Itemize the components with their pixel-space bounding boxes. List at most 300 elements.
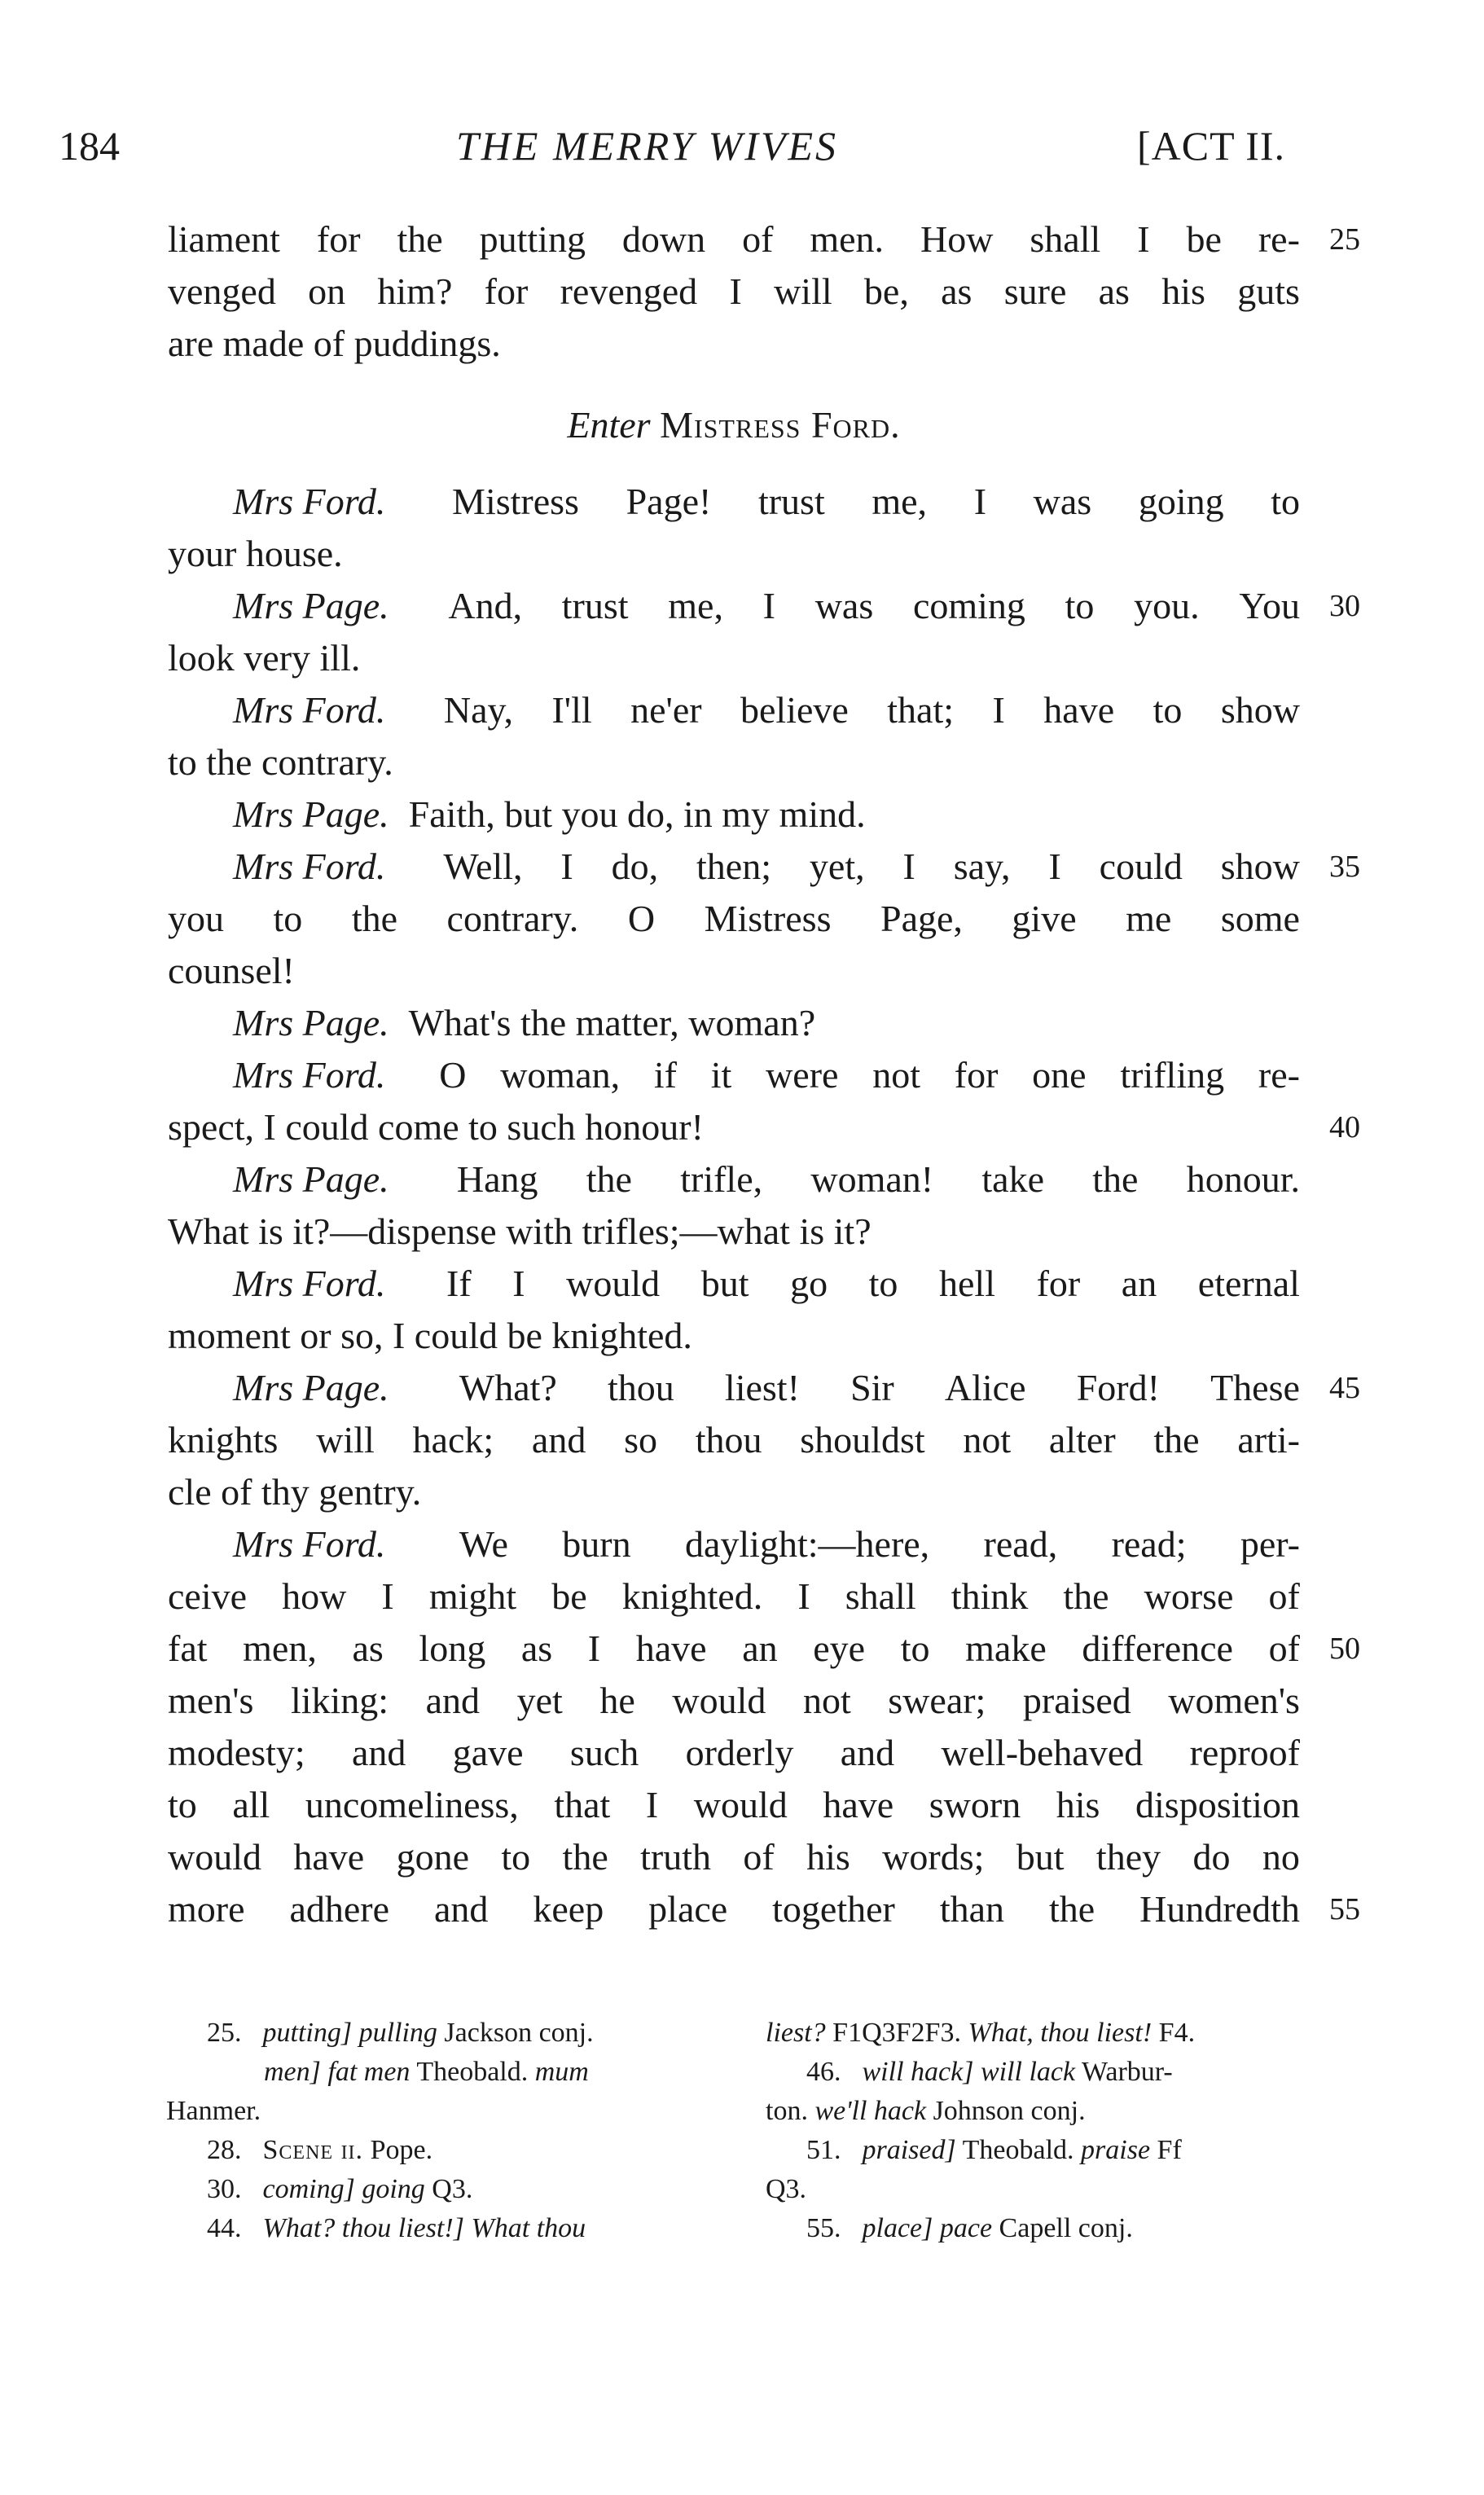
note-reading: praise	[1081, 2135, 1151, 2165]
word: have	[823, 1784, 894, 1825]
speech-line	[233, 841, 1300, 893]
word: be,	[863, 270, 909, 312]
note-line	[166, 2170, 753, 2209]
speaker-name: Mrs Ford.	[233, 1263, 386, 1304]
word: What?	[459, 1367, 557, 1408]
word: gone	[396, 1836, 470, 1878]
word: revenged	[560, 270, 698, 312]
note-source: Hanmer.	[166, 2096, 261, 2126]
line-number: 30	[1329, 589, 1360, 623]
word: disposition	[1135, 1784, 1300, 1825]
word: to	[501, 1836, 531, 1878]
speaker-name: Mrs Page.	[233, 1367, 389, 1408]
word: men,	[243, 1627, 317, 1669]
note-source: ton.	[766, 2096, 808, 2126]
word: it	[710, 1054, 732, 1096]
word: shall	[1030, 218, 1101, 260]
note-source: Ff	[1157, 2135, 1182, 2165]
word: worse	[1144, 1575, 1234, 1617]
word: liest!	[724, 1367, 800, 1408]
word: but	[1016, 1836, 1065, 1878]
word: an	[742, 1627, 778, 1669]
word: say,	[953, 846, 1011, 887]
word: some	[1220, 898, 1300, 939]
word: I	[729, 270, 742, 312]
word: as	[352, 1627, 384, 1669]
line-number: 35	[1329, 850, 1360, 884]
word: place	[648, 1888, 728, 1930]
word: than	[939, 1888, 1005, 1930]
notes-right-column	[766, 2014, 1336, 2248]
speaker-name: Mrs Page.	[233, 1002, 389, 1043]
speech-line	[233, 1258, 1300, 1310]
word: difference	[1082, 1627, 1233, 1669]
note-line	[766, 2170, 1336, 2209]
note-number: 30.	[207, 2174, 242, 2204]
word: women's	[1168, 1680, 1300, 1721]
word: to	[900, 1627, 930, 1669]
line-number: 25	[1329, 222, 1360, 257]
note-reading: pulling	[358, 2018, 437, 2048]
word: venged	[168, 270, 276, 312]
word: knights	[168, 1419, 279, 1461]
word: were	[766, 1054, 839, 1096]
line-number: 45	[1329, 1371, 1360, 1405]
word: Mistress	[704, 898, 832, 939]
word: shouldst	[800, 1419, 925, 1461]
note-source: Pope.	[370, 2135, 433, 2165]
word: trust	[561, 585, 629, 626]
text-line: your house.	[168, 533, 343, 574]
word: no	[1262, 1836, 1300, 1878]
word: well-behaved	[941, 1732, 1144, 1773]
note-reading: What, thou liest!	[968, 2018, 1153, 2048]
word: These	[1210, 1367, 1300, 1408]
line-number: 50	[1329, 1632, 1360, 1666]
word: knighted.	[621, 1575, 763, 1617]
speech-line	[233, 580, 1300, 632]
speech-line	[233, 684, 1300, 736]
word: guts	[1237, 270, 1300, 312]
word: ceive	[168, 1575, 248, 1617]
word: I	[1048, 846, 1061, 887]
word: if	[653, 1054, 677, 1096]
word: liking:	[290, 1680, 389, 1721]
word: thou	[607, 1367, 674, 1408]
word: daylight:—here,	[684, 1523, 930, 1565]
text-line: look very ill.	[168, 637, 361, 679]
note-line	[166, 2209, 753, 2248]
note-line	[766, 2092, 1336, 2131]
text-line: are made of puddings.	[168, 323, 501, 364]
word: not	[963, 1419, 1012, 1461]
word: Ford!	[1076, 1367, 1160, 1408]
word: trifle,	[680, 1158, 763, 1200]
word: Hundredth	[1139, 1888, 1300, 1930]
word: for	[954, 1054, 999, 1096]
note-reading: we'll hack	[814, 2096, 927, 2126]
note-reading: going	[362, 2174, 425, 2204]
speech-line	[233, 476, 1300, 528]
note-reading: What thou	[471, 2213, 586, 2243]
word: trust	[757, 481, 825, 522]
note-number: 28.	[207, 2135, 242, 2165]
speaker-name: Mrs Page.	[233, 585, 389, 626]
word: show	[1220, 689, 1300, 731]
text-line: cle of thy gentry.	[168, 1471, 422, 1513]
word: that	[554, 1784, 611, 1825]
word: Sir	[850, 1367, 894, 1408]
word: you.	[1134, 585, 1200, 626]
word: have	[293, 1836, 365, 1878]
word: contrary.	[446, 898, 579, 939]
note-source: F1Q3F2F3.	[832, 2018, 961, 2048]
word: not	[872, 1054, 920, 1096]
speaker-name: Mrs Page.	[233, 1158, 389, 1200]
word: I	[762, 585, 775, 626]
note-lemma: will hack]	[862, 2057, 974, 2087]
speech-line	[233, 1518, 1300, 1570]
word: the	[1153, 1419, 1200, 1461]
word: yet,	[809, 846, 865, 887]
note-lemma: men]	[264, 2057, 321, 2087]
word: alter	[1048, 1419, 1116, 1461]
word: of	[743, 1836, 775, 1878]
text-line: to the contrary.	[168, 741, 393, 783]
word: and	[840, 1732, 895, 1773]
word: all	[232, 1784, 270, 1825]
word: long	[419, 1627, 486, 1669]
speaker-name: Mrs Ford.	[233, 1523, 386, 1565]
note-lemma: What? thou liest!]	[262, 2213, 464, 2243]
word: show	[1220, 846, 1300, 887]
word: as	[520, 1627, 553, 1669]
word: take	[981, 1158, 1045, 1200]
text-line	[168, 1570, 1300, 1623]
word: for	[316, 218, 361, 260]
word: I	[1137, 218, 1150, 260]
word: to	[1271, 481, 1300, 522]
text-line	[168, 1883, 1300, 1935]
word: was	[1033, 481, 1092, 522]
word: as	[1098, 270, 1130, 312]
word: men.	[810, 218, 885, 260]
note-reading: pace	[939, 2213, 993, 2243]
word: thou	[695, 1419, 762, 1461]
word: eternal	[1197, 1263, 1300, 1304]
word: I	[587, 1627, 601, 1669]
speech-line	[168, 788, 866, 841]
line-number: 40	[1329, 1110, 1360, 1144]
word: coming	[912, 585, 1025, 626]
word: be	[551, 1575, 587, 1617]
word: think	[951, 1575, 1029, 1617]
word: hell	[939, 1263, 995, 1304]
word: they	[1095, 1836, 1161, 1878]
word: do	[1192, 1836, 1231, 1878]
speech-text: Faith, but you do, in my mind.	[408, 793, 866, 835]
word: putting	[479, 218, 586, 260]
word: keep	[533, 1888, 604, 1930]
notes-left-column	[166, 2014, 753, 2248]
word: I	[992, 689, 1005, 731]
word: down	[621, 218, 706, 260]
word: for	[1036, 1263, 1081, 1304]
speech-line	[233, 1153, 1300, 1206]
text-line	[168, 1623, 1300, 1675]
word: adhere	[289, 1888, 390, 1930]
word: Mistress	[452, 481, 579, 522]
word: that;	[887, 689, 955, 731]
note-reading: mum	[534, 2057, 589, 2087]
word: do,	[611, 846, 659, 887]
word: How	[920, 218, 994, 260]
note-lemma: coming]	[262, 2174, 355, 2204]
word: could	[1099, 846, 1183, 887]
word: re-	[1258, 218, 1300, 260]
word: Alice	[944, 1367, 1026, 1408]
note-reading: liest?	[766, 2018, 826, 2048]
word: and	[425, 1680, 481, 1721]
note-line	[166, 2092, 753, 2131]
word: would	[566, 1263, 661, 1304]
word: of	[1268, 1627, 1300, 1669]
word: I	[560, 846, 573, 887]
word: you	[168, 898, 224, 939]
running-title: THE MERRY WIVES	[456, 123, 839, 169]
word: the	[1063, 1575, 1109, 1617]
word: Page!	[626, 481, 712, 522]
word: gave	[452, 1732, 524, 1773]
word: arti-	[1237, 1419, 1300, 1461]
word: will	[774, 270, 832, 312]
word: We	[459, 1523, 508, 1565]
word: uncomeliness,	[305, 1784, 519, 1825]
note-source: Capell conj.	[999, 2213, 1133, 2243]
text-line	[168, 1675, 1300, 1727]
word: then;	[696, 846, 772, 887]
word: the	[562, 1836, 608, 1878]
word: was	[814, 585, 874, 626]
word: his	[1161, 270, 1205, 312]
line-number: 55	[1329, 1892, 1360, 1926]
word: one	[1032, 1054, 1087, 1096]
speaker-name: Mrs Ford.	[233, 689, 386, 731]
text-line	[168, 893, 1300, 945]
word: praised	[1022, 1680, 1131, 1721]
word: together	[772, 1888, 895, 1930]
word: men's	[168, 1680, 254, 1721]
word: I	[797, 1575, 810, 1617]
text-line: counsel!	[168, 950, 295, 991]
word: on	[308, 270, 346, 312]
text-line: What is it?—dispense with trifles;—what is it?	[168, 1210, 872, 1252]
note-line	[166, 2014, 753, 2053]
word: to	[273, 898, 303, 939]
word: might	[428, 1575, 517, 1617]
word: as	[941, 270, 973, 312]
note-source: Jackson conj.	[444, 2018, 594, 2048]
word: woman,	[500, 1054, 621, 1096]
word: I	[645, 1784, 659, 1825]
word: O	[627, 898, 656, 939]
note-source: Johnson conj.	[933, 2096, 1086, 2126]
word: of	[742, 218, 774, 260]
word: the	[351, 898, 398, 939]
note-source: Theobald.	[416, 2057, 529, 2087]
word: swear;	[888, 1680, 986, 1721]
word: truth	[640, 1836, 712, 1878]
word: he	[599, 1680, 635, 1721]
word: will	[316, 1419, 375, 1461]
word: have	[635, 1627, 707, 1669]
word: sworn	[929, 1784, 1021, 1825]
word: believe	[740, 689, 849, 731]
note-number: 55.	[806, 2213, 841, 2243]
word: read;	[1111, 1523, 1187, 1565]
word: read,	[983, 1523, 1058, 1565]
note-source: Theobald.	[962, 2135, 1074, 2165]
word: reproof	[1189, 1732, 1300, 1773]
word: going	[1138, 481, 1224, 522]
word: be	[1186, 218, 1222, 260]
word: I	[973, 481, 987, 522]
word: and	[531, 1419, 586, 1461]
word: his	[1056, 1784, 1100, 1825]
word: the	[397, 218, 443, 260]
word: of	[1268, 1575, 1300, 1617]
word: would	[672, 1680, 766, 1721]
speech-line	[168, 997, 815, 1049]
text-line	[168, 266, 1300, 318]
text-line	[168, 213, 1300, 266]
word: sure	[1003, 270, 1067, 312]
word: burn	[562, 1523, 631, 1565]
word: give	[1012, 898, 1077, 939]
word: so	[624, 1419, 657, 1461]
word: Hang	[456, 1158, 538, 1200]
word: I	[381, 1575, 394, 1617]
text-line	[168, 1831, 1300, 1883]
word: Nay,	[443, 689, 514, 731]
word: make	[965, 1627, 1047, 1669]
word: to	[1153, 689, 1183, 731]
word: Well,	[443, 846, 523, 887]
word: shall	[845, 1575, 916, 1617]
word: have	[1043, 689, 1115, 731]
word: to	[868, 1263, 898, 1304]
word: honour.	[1186, 1158, 1300, 1200]
text-line	[168, 1414, 1300, 1466]
note-line	[166, 2131, 753, 2170]
note-line	[766, 2053, 1336, 2092]
word: to	[168, 1784, 197, 1825]
note-number: 51.	[806, 2135, 841, 2165]
text-line	[168, 1727, 1300, 1779]
word: the	[1048, 1888, 1095, 1930]
word: more	[168, 1888, 245, 1930]
word: re-	[1258, 1054, 1300, 1096]
note-line	[166, 2053, 753, 2092]
word: would	[693, 1784, 788, 1825]
word: but	[700, 1263, 749, 1304]
word: and	[434, 1888, 489, 1930]
word: liament	[168, 218, 280, 260]
word: such	[569, 1732, 639, 1773]
word: an	[1121, 1263, 1157, 1304]
note-lemma: place]	[862, 2213, 933, 2243]
note-source: Q3.	[766, 2174, 807, 2204]
word: me,	[872, 481, 928, 522]
word: the	[586, 1158, 632, 1200]
page-number: 184	[59, 123, 120, 169]
word: I	[902, 846, 915, 887]
note-reading: will lack	[980, 2057, 1076, 2087]
note-source: F4.	[1158, 2018, 1196, 2048]
note-lemma: praised]	[862, 2135, 956, 2165]
word: hack;	[412, 1419, 494, 1461]
speech-text: What's the matter, woman?	[408, 1002, 816, 1043]
note-source: Warbur-	[1081, 2057, 1173, 2087]
note-line	[766, 2209, 1336, 2248]
word: him?	[377, 270, 453, 312]
text-line	[168, 1779, 1300, 1831]
speaker-name: Mrs Ford.	[233, 846, 386, 887]
note-lemma: Scene ii.	[262, 2135, 364, 2165]
speaker-name: Mrs Ford.	[233, 1054, 386, 1096]
word: modesty;	[168, 1732, 305, 1773]
word: yet	[516, 1680, 563, 1721]
stage-character: Mistress Ford.	[660, 404, 901, 446]
word: his	[806, 1836, 850, 1878]
word: fat	[168, 1627, 208, 1669]
word: go	[790, 1263, 828, 1304]
word: I	[512, 1263, 525, 1304]
speaker-name: Mrs Page.	[233, 793, 389, 835]
word: and	[352, 1732, 406, 1773]
word: I'll	[551, 689, 592, 731]
note-source: Q3.	[432, 2174, 473, 2204]
word: Page,	[880, 898, 963, 939]
word: You	[1239, 585, 1300, 626]
word: eye	[813, 1627, 866, 1669]
note-lemma: putting]	[262, 2018, 353, 2048]
note-number: 25.	[207, 2018, 242, 2048]
word: for	[484, 270, 529, 312]
text-line: spect, I could come to such honour!	[168, 1106, 704, 1148]
running-header	[0, 122, 1484, 187]
word: not	[802, 1680, 851, 1721]
word: And,	[448, 585, 523, 626]
word: O	[439, 1054, 467, 1096]
word: how	[282, 1575, 347, 1617]
word: the	[1092, 1158, 1139, 1200]
word: trifling	[1120, 1054, 1225, 1096]
act-label: [ACT II.	[1137, 123, 1286, 169]
stage-enter: Enter	[567, 404, 651, 446]
word: per-	[1240, 1523, 1300, 1565]
word: me,	[668, 585, 723, 626]
speech-line	[233, 1362, 1300, 1414]
word: would	[168, 1836, 261, 1878]
stage-direction	[168, 399, 1300, 451]
speech-line	[233, 1049, 1300, 1101]
word: If	[446, 1263, 472, 1304]
note-line	[766, 2014, 1336, 2053]
note-line	[766, 2131, 1336, 2170]
note-number: 44.	[207, 2213, 242, 2243]
note-number: 46.	[806, 2057, 841, 2087]
